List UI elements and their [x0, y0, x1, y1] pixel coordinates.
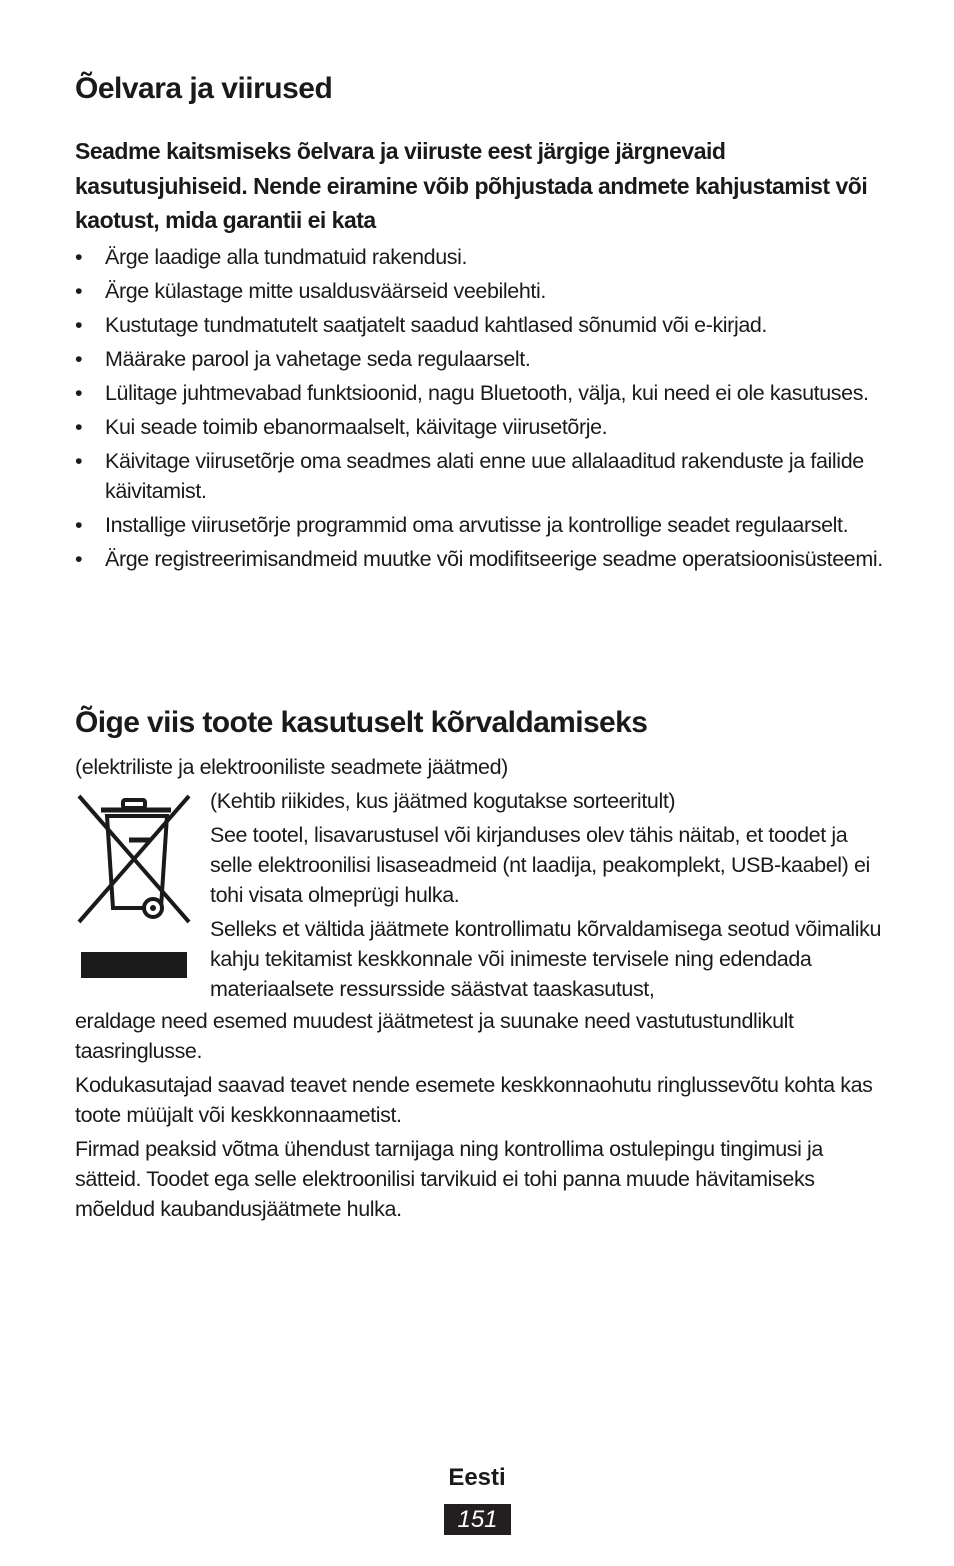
paragraph: See tootel, lisavarustusel või kirjanduses olev tähis näitab, et toodet ja selle elektroonilisi lisaseadmeid (nt laadija, peakomplekt, USB-kaabel) ei tohi visata olmeprügi hulka.	[210, 823, 870, 907]
disposal-side-text	[210, 786, 890, 1004]
page-number-badge: 151	[444, 1504, 511, 1535]
footer-language: Eesti	[448, 1464, 506, 1491]
section-intro: Seadme kaitsmiseks õelvara ja viiruste eest järgige järgnevaid kasutusjuhiseid. Nende eiramine võib põhjustada andmete kahjustamist või kaotust, mida garantii ei kata	[75, 138, 868, 233]
list-item: • Ärge laadige alla tundmatuid rakendusi.	[75, 242, 885, 272]
section-title-malware: Õelvara ja viirused	[75, 72, 333, 105]
list-item: • Installige viirusetõrje programmid oma arvutisse ja kontrollige seadet regulaarselt.	[75, 510, 885, 540]
list-item: • Lülitage juhtmevabad funktsioonid, nagu Bluetooth, välja, kui need ei ole kasutuses.	[75, 378, 885, 408]
disposal-full-text	[75, 1006, 885, 1228]
paragraph: Selleks et vältida jäätmete kontrollimatu kõrvaldamisega seotud võimaliku kahju tekitamist keskkonnale või inimeste tervisele ning edendada materiaalsete ressursside säästvat taaskasutust,	[210, 917, 882, 1001]
list-item: • Ärge külastage mitte usaldusväärseid veebilehti.	[75, 276, 885, 306]
crossed-out-wheelie-bin-icon	[75, 788, 193, 984]
paragraph: Firmad peaksid võtma ühendust tarnijaga ning kontrollima ostulepingu tingimusi ja sätteid. Toodet ega selle elektroonilisi tarvikuid ei tohi panna muude hävitamiseks mõeldud kaubandusjäätmete hulka.	[75, 1137, 823, 1221]
paragraph: Kodukasutajad saavad teavet nende esemete keskkonnaohutu ringlussevõtu kohta kas toote müüjalt või keskkonnaametist.	[75, 1073, 873, 1127]
list-item: • Kui seade toimib ebanormaalselt, käivitage viirusetõrje.	[75, 412, 885, 442]
list-item: • Määrake parool ja vahetage seda regulaarselt.	[75, 344, 885, 374]
malware-tips-list	[75, 242, 885, 578]
paragraph: (Kehtib riikides, kus jäätmed kogutakse sorteeritult)	[210, 789, 676, 813]
section-title-disposal: Õige viis toote kasutuselt kõrvaldamiseks	[75, 706, 648, 739]
paragraph: eraldage need esemed muudest jäätmetest ja suunake need vastutustundlikult taasringlusse.	[75, 1009, 794, 1063]
list-item: • Kustutage tundmatutelt saatjatelt saadud kahtlased sõnumid või e-kirjad.	[75, 310, 885, 340]
list-item: • Käivitage viirusetõrje oma seadmes alati enne uue allalaaditud rakenduste ja failide käivitamist.	[75, 446, 885, 506]
section-subtitle: (elektriliste ja elektrooniliste seadmete jäätmed)	[75, 755, 508, 779]
list-item: • Ärge registreerimisandmeid muutke või modifitseerige seadme operatsioonisüsteemi.	[75, 544, 885, 574]
